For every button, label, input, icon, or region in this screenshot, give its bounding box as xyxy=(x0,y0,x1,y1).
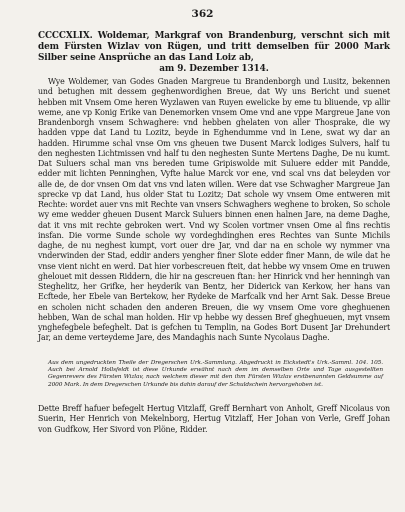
charter-heading-date: am 9. Dezember 1314. xyxy=(159,64,269,74)
charter-body xyxy=(38,77,390,344)
charter-heading-text: CCCCXLIX. Woldemar, Markgraf von Brandenburg, verschnt sich mit dem Fürsten Wizlav von Rügen, und tritt demselben für 2000 Mark Silber seine Ansprüche an das Land Loiz ab, xyxy=(38,31,390,63)
charter-body-paragraph: Wye Woldemer, van Godes Gnaden Margreue tu Brandenborgh und Lusitz, bekennen und betughen mit dessem geghenwordighen Breue, dat Wy uns Bericht und suenet hebben mit Vnsem Ome heren Wyzlawen van Ruyen ewelicke by eme tu bliuende, vp allir weme, ane vp Konig Erike van Denemorken vnsem Ome vnd ane vppe Margreue Jane von Brandenborgh vnsem Schwaghere: vnd hebben ghelaten von aller Thosprake, die wy hadden vppe dat Land tu Lozitz, beyde in Eghendumme vnd in Lene, swat wy dar an hadden. Hirumme schal vnse Om vns gheuen twe Dusent Marck lodiges Sulvers, half tu den neghesten Lichtmissen vnd half tu den neghesten Sunte Mertens Daghe, De nu kumt. Dat Suluers schal man vns bereden tume Gripiswolde mit Suluere edder mit Pandde, edder mit lichten Penninghen, Vyfte halue Marck vor ene, vnd scal vns dat beleyden vor alle de, de dor vnsen Om dat vns vnd laten willen. Were dat vse Schwagher Margreue Jan sprecke vp dat Land, hus older Stat tu Lozitz; Dat schole wy vnsem Ome entweren mit Rechte: wordet auer vns mit Rechte van vnsers Schwaghers weghene to broken, So schole wy eme wedder gheuen Dusent Marck Suluers binnen enen halnen Jare, na deme Daghe, dat it vns mit rechte gebroken wert. Vnd wy Scolen vortmer vnsen Ome al fins rechtis insfan. Die vorme Sunde schole wy vordeghdinghen eres Rechtes van Sunte Michils daghe, de nu neghest kumpt, vort ouer dre Jar, vnd dar na en schole wy nymmer vna vnderwinden der Stad, eddir anders yengher finer Slote edder finer Mann, de wile dat he vnse vient nicht en werd. Dat hier vorbescreuen fteit, dat hebbe wy vnsem Ome en truwen ghelouet mit dessen Riddern, die hir na gescreuen ftan: her Hinrick vnd her henningh van Steghelitz, her Grifke, her heyderik van Bentz, her Diderick van Kerkow, her hans van Ecftede, her Ebele van Bertekow, her Rydeke de Marfcalk vnd her Arnt Sak. Desse Breue en scholen nicht schaden den anderen Breuen, die wy vnsem Ome vore gheghuenen hebben, Wan de schal man holden. Hir vp hebbe wy dessen Bref gheghueuen, myt vnsem ynghefegbele befeghelt. Dat is gefchen tu Templin, na Godes Bort Dusent Jar Drehundert Jar, an deme verteydeme Jare, des Mandaghis nach Sunte Nycolaus Daghe. xyxy=(38,77,390,343)
page-number: 362 xyxy=(191,8,214,20)
charter-heading xyxy=(38,31,390,75)
sealers-text: Dette Breff hafuer befegelt Hertug Vitzlaff, Greff Bernhart von Anholt, Greff Nicolaus von Suerin, Her Henrich von Mekelnborg, Hertug Vitzlaff, Her Johan von Verle, Greff Johan von Gudfkow, Her Sivord von Plöne, Ridder. xyxy=(38,404,390,434)
source-footnote: Aus dem ungedruckten Theile der Dregerschen Urk.-Sammlung. Abgedruckt in Eickstedt's Urk.-Samml. 104. 105. Auch bei Arnold Hollsfeldt ist diese Urkunde erwähnt nach dem im demselben Orte und Tage ausgestellten Gegenrevers des Fürsten Wizlav, nach welchem dieser mit den ihm Fürsten Wizlav erstbenannten Geldsumme auf 2000 Mark. In dem Dregerschen Urkunde bis dahin darauf der Schuldschein hervorgehoben ist. xyxy=(48,360,383,388)
sealers-paragraph xyxy=(38,404,390,435)
